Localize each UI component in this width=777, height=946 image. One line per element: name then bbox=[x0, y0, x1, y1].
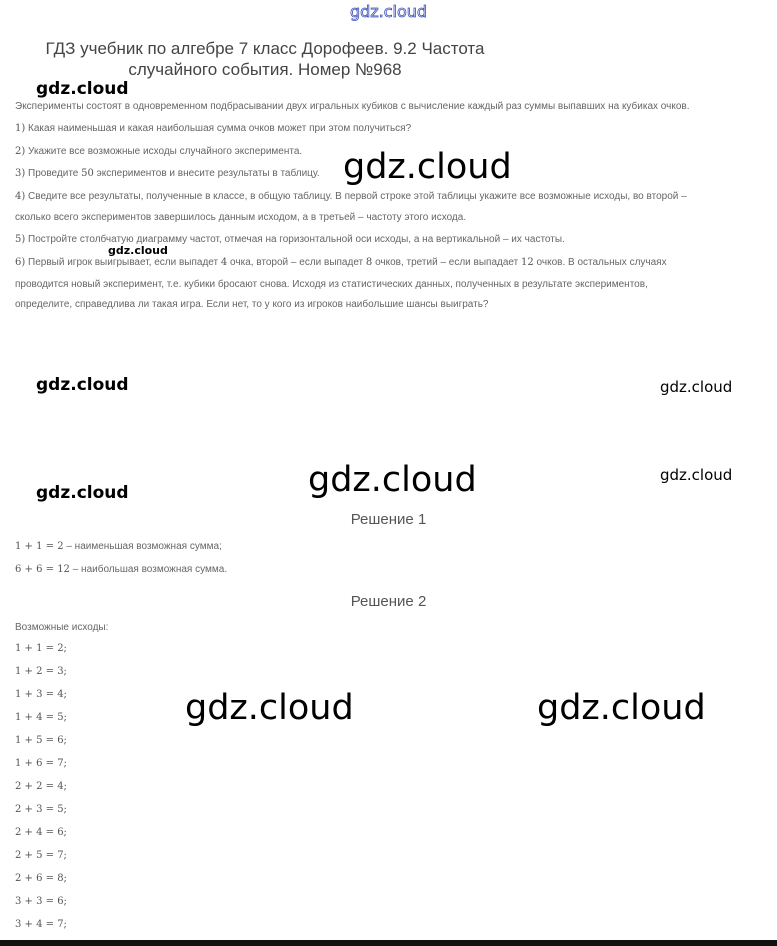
solution-1-line: 6 + 6 = 12 – наибольшая возможная сумма. bbox=[15, 564, 228, 575]
outcome-line: 1 + 4 = 5; bbox=[15, 712, 67, 723]
task-item-6: 6) Первый игрок выигрывает, если выпадет 4 очка, второй – если выпадет 8 очков, третий – если выпадает 12 очков. В остальных случаях bbox=[15, 257, 667, 268]
bottom-bar bbox=[0, 940, 777, 946]
watermark: gdz.cloud bbox=[36, 375, 129, 395]
top-watermark: gdz.cloud bbox=[349, 2, 428, 21]
outcome-line: 1 + 2 = 3; bbox=[15, 666, 67, 677]
task-item-3: 3) Проведите 50 экспериментов и внесите результаты в таблицу. bbox=[15, 168, 320, 179]
solution-2-heading: Решение 2 bbox=[350, 593, 427, 610]
outcome-line: 1 + 3 = 4; bbox=[15, 689, 67, 700]
watermark: gdz.cloud bbox=[308, 460, 477, 500]
task-item-4-cont: сколько всего экспериментов завершилось данным исходом, а в третьей – частоту этого исхода. bbox=[15, 212, 467, 223]
title-line-2: случайного события. Номер №968 bbox=[128, 60, 402, 79]
solution-1-heading: Решение 1 bbox=[350, 511, 427, 528]
task-item-2: 2) Укажите все возможные исходы случайного эксперимента. bbox=[15, 146, 303, 157]
page-title bbox=[30, 38, 500, 80]
outcome-line: 2 + 5 = 7; bbox=[15, 850, 67, 861]
watermark: gdz.cloud bbox=[36, 483, 129, 503]
task-item-6-line-2: проводится новый эксперимент, т.е. кубики бросают снова. Исходя из статистических данных, полученных в результате экспериментов, bbox=[15, 279, 648, 290]
outcome-line: 3 + 3 = 6; bbox=[15, 896, 67, 907]
watermark: gdz.cloud bbox=[108, 244, 168, 257]
outcome-line: 2 + 4 = 6; bbox=[15, 827, 67, 838]
task-intro: Эксперименты состоят в одновременном подбрасывании двух игральных кубиков с вычисление каждый раз суммы выпавших на кубиках очков. bbox=[15, 101, 690, 112]
task-item-4: 4) Сведите все результаты, полученные в классе, в общую таблицу. В первой строке этой таблицы укажите все возможные исходы, во второй – bbox=[15, 191, 687, 202]
watermark: gdz.cloud bbox=[343, 147, 512, 187]
watermark: gdz.cloud bbox=[36, 79, 129, 99]
outcome-line: 2 + 6 = 8; bbox=[15, 873, 67, 884]
watermark: gdz.cloud bbox=[537, 688, 706, 728]
task-item-5: 5) Постройте столбчатую диаграмму частот, отмечая на горизонтальной оси исходы, а на вертикальной – их частоты. bbox=[15, 234, 565, 245]
watermark: gdz.cloud bbox=[660, 378, 733, 396]
outcome-line: 2 + 2 = 4; bbox=[15, 781, 67, 792]
task-item-1: 1) Какая наименьшая и какая наибольшая сумма очков может при этом получиться? bbox=[15, 123, 412, 134]
watermark: gdz.cloud bbox=[660, 466, 733, 484]
solution-2-label: Возможные исходы: bbox=[15, 622, 109, 633]
watermark: gdz.cloud bbox=[185, 688, 354, 728]
title-line-1: ГДЗ учебник по алгебре 7 класс Дорофеев. 9.2 Частота bbox=[45, 39, 485, 58]
outcome-line: 3 + 4 = 7; bbox=[15, 919, 67, 930]
outcome-line: 1 + 6 = 7; bbox=[15, 758, 67, 769]
outcome-line: 2 + 3 = 5; bbox=[15, 804, 67, 815]
outcome-line: 1 + 5 = 6; bbox=[15, 735, 67, 746]
outcome-line: 1 + 1 = 2; bbox=[15, 643, 67, 654]
task-item-6-line-3: определите, справедлива ли такая игра. Если нет, то у кого из игроков наибольшие шансы выиграть? bbox=[15, 299, 489, 310]
solution-1-line: 1 + 1 = 2 – наименьшая возможная сумма; bbox=[15, 541, 222, 552]
